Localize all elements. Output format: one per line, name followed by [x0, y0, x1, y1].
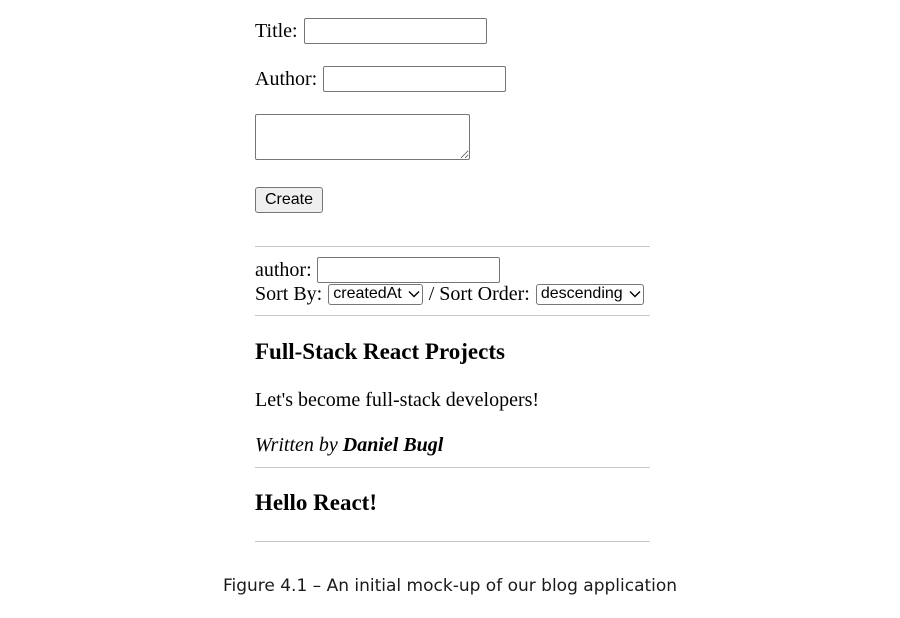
- post-title: Full-Stack React Projects: [255, 339, 505, 364]
- create-button-row: [255, 187, 323, 213]
- content-field-row: [255, 114, 470, 160]
- chevron-down-icon: [408, 290, 420, 298]
- post-author-line: [255, 434, 443, 457]
- author-filter-label: author:: [255, 259, 312, 281]
- sort-by-selected-value: createdAt: [333, 285, 402, 302]
- sort-by-select[interactable]: [328, 284, 422, 305]
- post-title: Hello React!: [255, 490, 377, 515]
- divider: [255, 467, 650, 468]
- written-by-label: Written by: [255, 434, 338, 456]
- author-filter-input[interactable]: [317, 257, 500, 283]
- figure-caption: Figure 4.1 – An initial mock-up of our blog application: [222, 576, 678, 596]
- title-input[interactable]: [304, 18, 487, 44]
- author-field-row: [255, 66, 506, 92]
- author-filter-row: [255, 257, 500, 283]
- sort-order-selected-value: descending: [540, 285, 623, 302]
- divider: [255, 541, 650, 542]
- post-contents: Let's become full-stack developers!: [255, 389, 540, 411]
- author-input[interactable]: [323, 66, 506, 92]
- sort-order-label: / Sort Order:: [428, 283, 530, 305]
- sort-by-label: Sort By:: [255, 283, 323, 305]
- content-textarea[interactable]: [255, 114, 470, 160]
- post-author-name: Daniel Bugl: [342, 434, 444, 456]
- divider: [255, 246, 650, 247]
- author-label: Author:: [255, 68, 318, 90]
- sorting-row: [255, 282, 650, 306]
- create-button[interactable]: Create: [255, 187, 323, 213]
- chevron-down-icon: [629, 290, 641, 298]
- divider: [255, 315, 650, 316]
- sort-order-select[interactable]: [536, 284, 644, 305]
- title-field-row: [255, 18, 487, 44]
- title-label: Title:: [255, 20, 298, 42]
